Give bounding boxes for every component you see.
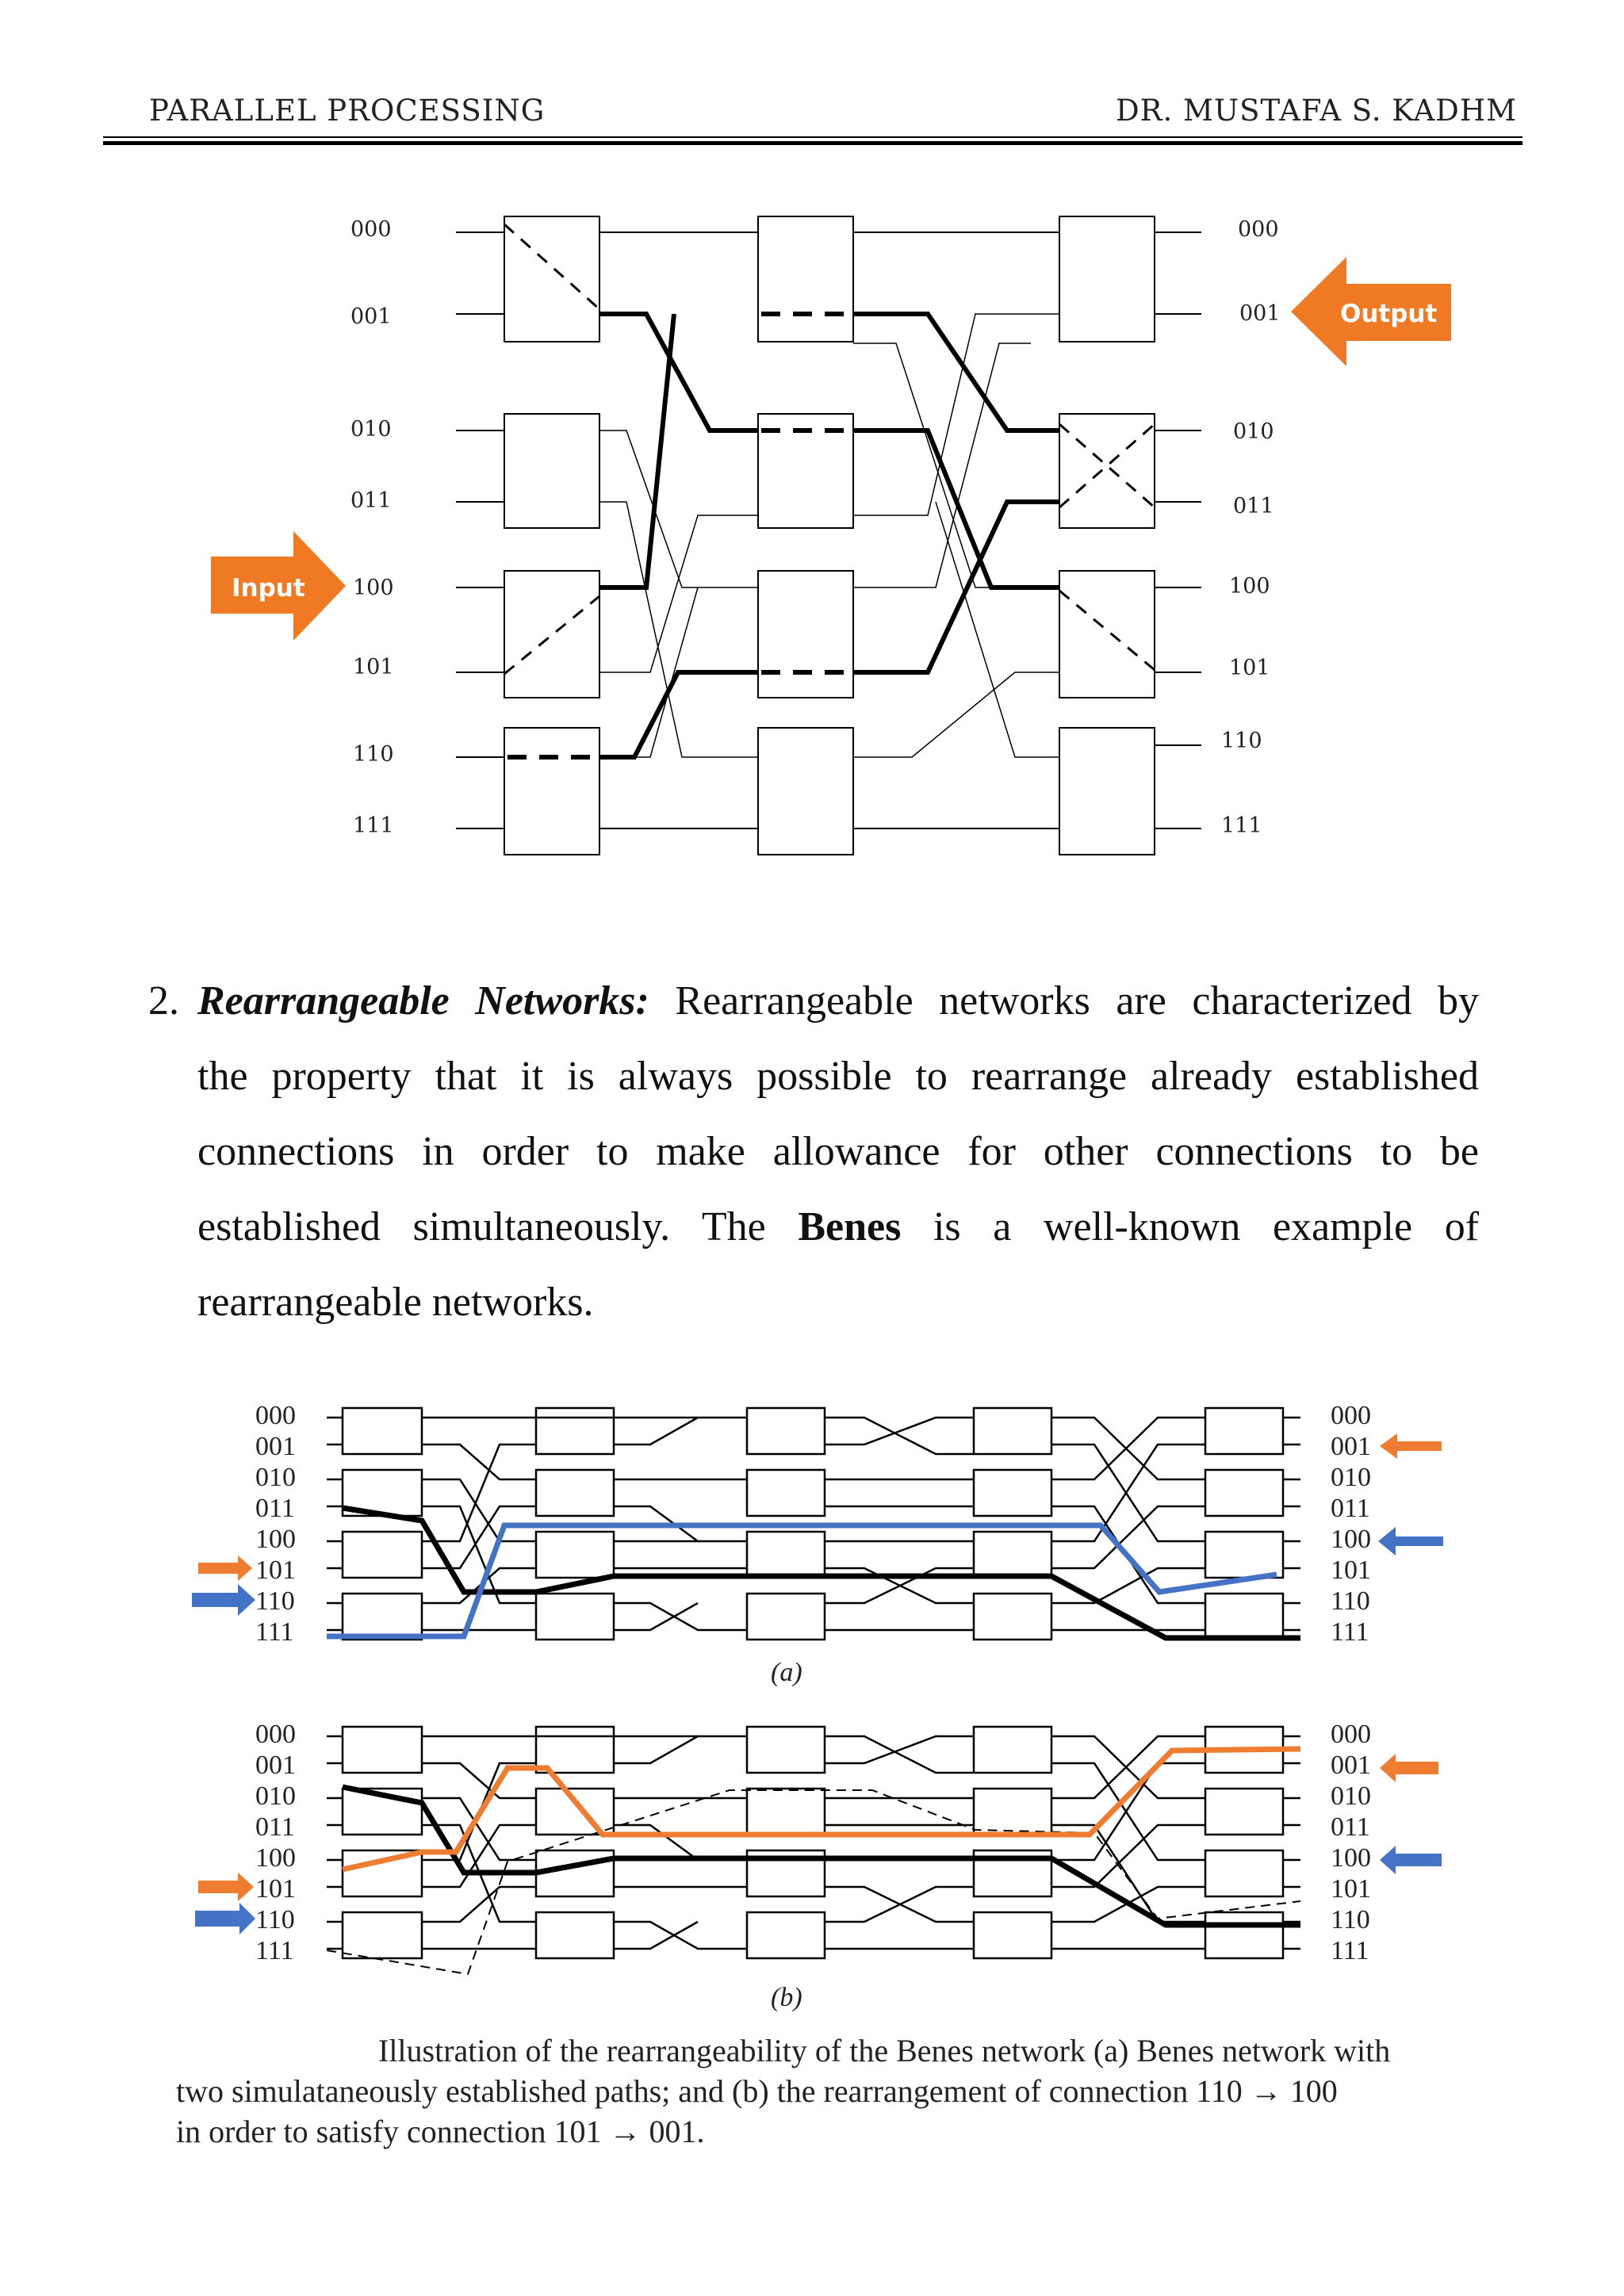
port-label: 001 xyxy=(255,1751,296,1780)
port-label: 100 xyxy=(1331,1843,1371,1873)
port-label: 110 xyxy=(1331,1905,1370,1934)
switch-box xyxy=(758,216,853,342)
output-label: 111 xyxy=(1221,813,1262,838)
subfigure-a-label: (a) xyxy=(771,1658,802,1687)
port-label: 011 xyxy=(255,1494,295,1523)
caption-line: Illustration of the rearrangeability of the Benes network (a) Benes network with xyxy=(378,2033,1391,2068)
paragraph-line: rearrangeable networks. xyxy=(197,1280,594,1325)
port-label: Output xyxy=(1340,300,1438,328)
input-label: 001 xyxy=(350,304,392,329)
subfigure-b-label: (b) xyxy=(771,1983,802,2012)
switch-box xyxy=(504,571,599,698)
paragraph-line: the property that it is always possible to rearrange already established xyxy=(197,1054,1479,1099)
header-author: DR. MUSTAFA S. KADHM xyxy=(1115,94,1517,128)
three-stage-network-diagram xyxy=(0,0,1624,888)
section-number: 2. xyxy=(148,978,179,1024)
port-label: Input xyxy=(232,574,305,603)
bold-term-benes: Benes xyxy=(798,1204,902,1249)
header-title: PARALLEL PROCESSING xyxy=(149,94,546,128)
port-label: 100 xyxy=(255,1525,296,1554)
output-label: 001 xyxy=(1239,301,1281,326)
output-label: 000 xyxy=(1238,217,1279,242)
arrow-left-icon xyxy=(1380,1433,1442,1459)
caption-line: in order to satisfy connection 101 → 001. xyxy=(176,2114,705,2149)
input-arrow xyxy=(211,531,346,641)
port-label: 111 xyxy=(255,1936,294,1965)
paragraph-line: connections in order to make allowance for other connections to be xyxy=(197,1129,1479,1174)
port-label: 001 xyxy=(1331,1432,1371,1461)
port-label: 100 xyxy=(1331,1525,1371,1554)
switch-box xyxy=(504,728,599,855)
port-label: 110 xyxy=(1331,1586,1370,1616)
paragraph-line: established simultaneously. The xyxy=(197,1204,766,1249)
input-label: 011 xyxy=(350,488,392,513)
output-label: 101 xyxy=(1229,656,1270,680)
output-label: 100 xyxy=(1229,574,1270,599)
arrow-right-icon xyxy=(195,1903,255,1934)
switch-box xyxy=(504,414,599,528)
switch-box xyxy=(758,728,853,855)
port-label: 010 xyxy=(1331,1781,1371,1811)
output-label: 010 xyxy=(1233,419,1274,444)
input-label: 101 xyxy=(353,655,394,679)
input-label: 110 xyxy=(353,742,394,767)
port-label: 000 xyxy=(255,1720,296,1749)
port-label: 001 xyxy=(255,1432,296,1461)
port-label: 000 xyxy=(255,1401,296,1430)
input-label: 000 xyxy=(350,217,392,242)
port-label: 011 xyxy=(1331,1494,1370,1523)
port-label: 111 xyxy=(255,1617,294,1647)
port-label: 010 xyxy=(1331,1463,1371,1492)
input-label: 111 xyxy=(353,813,394,838)
switch-box xyxy=(1059,414,1155,528)
port-label: 101 xyxy=(1331,1556,1371,1585)
port-label: 010 xyxy=(255,1463,296,1492)
port-label: 101 xyxy=(255,1874,296,1904)
port-label: 000 xyxy=(1331,1720,1371,1749)
benes-network-a xyxy=(327,1408,1300,1640)
benes-network-b xyxy=(327,1727,1300,1974)
port-label: 111 xyxy=(1331,1617,1369,1647)
arrow-left-icon xyxy=(1380,1754,1438,1782)
section-rearrangeable-networks xyxy=(148,963,1479,1340)
paragraph-line: is a well-known example of xyxy=(933,1204,1480,1249)
switch-box xyxy=(1059,728,1155,855)
port-label: 100 xyxy=(255,1843,296,1873)
port-label: 101 xyxy=(255,1556,296,1585)
switch-box xyxy=(1059,216,1155,342)
switch-box xyxy=(504,216,599,342)
input-label: 010 xyxy=(350,417,392,442)
arrow-left-icon xyxy=(1378,1527,1443,1556)
input-label: 100 xyxy=(353,576,394,600)
port-label: 111 xyxy=(1331,1936,1369,1965)
port-label: 001 xyxy=(1331,1751,1371,1780)
port-label: 101 xyxy=(1331,1874,1371,1904)
output-label: 110 xyxy=(1221,729,1262,753)
figure-caption xyxy=(176,2030,1469,2152)
output-arrow xyxy=(1291,257,1451,366)
arrow-right-icon xyxy=(192,1584,255,1616)
port-label: 110 xyxy=(255,1586,295,1616)
switch-box xyxy=(758,571,853,698)
port-label: 000 xyxy=(1331,1401,1371,1430)
section-title: Rearrangeable Networks: xyxy=(197,978,649,1024)
port-label: 010 xyxy=(255,1781,296,1811)
benes-network-diagram xyxy=(0,1380,1624,2030)
paragraph-line: Rearrangeable networks are characterized by xyxy=(675,978,1479,1024)
output-label: 011 xyxy=(1233,494,1274,519)
port-label: 011 xyxy=(255,1812,295,1842)
switch-box xyxy=(1059,571,1155,698)
arrow-left-icon xyxy=(1380,1846,1442,1874)
arrow-right-icon xyxy=(198,1556,252,1581)
caption-line: two simulataneously established paths; and (b) the rearrangement of connection 110 → 100 xyxy=(176,2073,1338,2109)
arrow-right-icon xyxy=(198,1873,254,1901)
port-label: 011 xyxy=(1331,1812,1370,1842)
port-label: 110 xyxy=(255,1905,295,1934)
